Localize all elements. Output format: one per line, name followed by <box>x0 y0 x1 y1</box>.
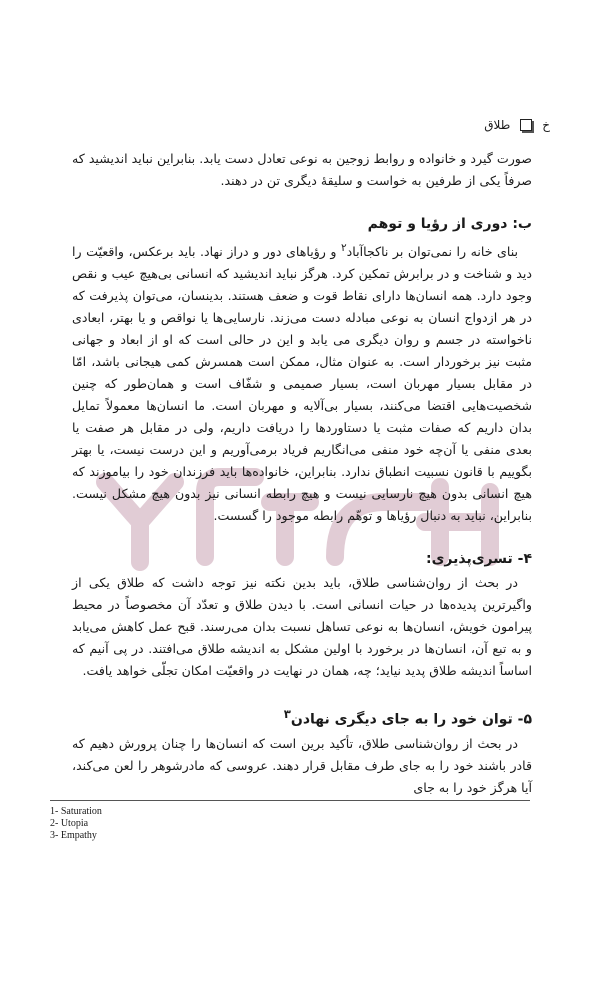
heading-section-5 <box>72 702 532 732</box>
footnote-ref-2: ۲ <box>341 242 347 254</box>
paragraph-section-b <box>72 237 532 527</box>
footnotes <box>50 806 102 842</box>
body-text <box>72 148 532 799</box>
heading-section-b: ب: دوری از رؤیا و توهم <box>367 216 532 232</box>
page-letter: خ <box>542 118 550 132</box>
square-bullet-icon <box>520 119 532 131</box>
running-header <box>484 118 550 132</box>
intro-paragraph: صورت گیرد و خانواده و روابط زوجین به نوعی تعادل دست یابد. بنابراین نباید اندیشید که صرفاً یکی از طرفین به خواست و سلیقهٔ دیگری تن در دهند. <box>72 151 532 188</box>
paragraph-section-5: در بحث از روان‌شناسی طلاق، تأکید برین است که انسان‌ها را چنان پرورش دهیم که قادر باشند خود را به جای طرف مقابل قرار دهند. عروسی که مادرشوهر را لعن می‌کند، آیا هرگز خود را به جای <box>72 735 532 795</box>
footnote-divider <box>50 800 530 801</box>
footnote-ref-3: ۳ <box>283 707 291 722</box>
paragraph-b-rest: و رؤیاهای دور و دراز نهاد. باید برعکس، واقعیّت را دید و شناخت و در برابرش تمکین کرد. هرگز نباید اندیشید که انسانی بی‌هیچ عیب و نقص وجود دارد. همه انسان‌ها دارای نقاط قوت و ضعف هستند. بدینسان، می‌توان پذیرفت که در هر ازدواج انسان به نوعی مبادله دست می‌زند. نارسایی‌ها یا نواقص و یا بهتر، ابعادی ناخواسته در جسم و روان دیگری می یابد و این در حالی است که او از ابعاد و جهانی مثبت نیز برخوردار است. به عنوان مثال، ممکن است همسرش کمی هیجانی باشد، امّا در مقابل بسیار مهربان است، بسیار صمیمی و شفّاف است و همان‌طور که چنین شخصیت‌هایی اقتضا می‌کنند، بسیار بی‌آلایه و مهربان است. ما انسان‌ها معمولاً تمایل بدان داریم که صفات مثبت یا دستاوردها را دریافت داریم، ولی در مقابل هر صفت یا بعدی منفی یا آن‌چه خود منفی می‌انگاریم فریاد برمی‌آوریم و این درست نیست، یا بهتر بگوییم با قانون نسبیت انطباق ندارد. بنابراین، خانواده‌ها باید فرزندان خود را بیاموزند که هیچ انسانی بدون هیچ نارسایی نیست و هیچ رابطه انسانی نیز بدون هیچ مشکل نیست. بنابراین، نباید به دنبال رؤیاها و توهّم رابطه موجود را گسست. <box>72 244 532 524</box>
paragraph-section-4: در بحث از روان‌شناسی طلاق، باید بدین نکته نیز توجه داشت که طلاق یکی از واگیرترین پدیده‌ها در حیات انسانی است. با دیدن طلاق و تعدّد آن مخصوصاً در محیط پیرامون خویش، انسان‌ها به نوعی تساهل نسبت بدان می‌رسند. قبح عمل کاهش می‌یابد و به تبع آن، انسان‌ها در برخورد با اولین مشکل به اندیشه طلاق می‌افتند. در پی آنیم که اساساً اندیشه طلاق پدید نیاید؛ چه، همان در نهایت در واقعیّت امکان تجلّی خواهد یافت. <box>72 575 532 679</box>
footnote-1: 1- Saturation <box>50 806 102 817</box>
heading-section-4: ۴- تسری‌پذیری: <box>425 551 532 568</box>
footnote-3: 3- Empathy <box>50 830 97 841</box>
footnote-2: 2- Utopia <box>50 818 89 829</box>
heading-5-text: ۵- توان خود را به جای دیگری نهادن <box>290 711 532 728</box>
paragraph-b-start: بنای خانه را نمی‌توان بر ناکجاآباد <box>346 244 519 260</box>
section-name: طلاق <box>484 118 511 132</box>
